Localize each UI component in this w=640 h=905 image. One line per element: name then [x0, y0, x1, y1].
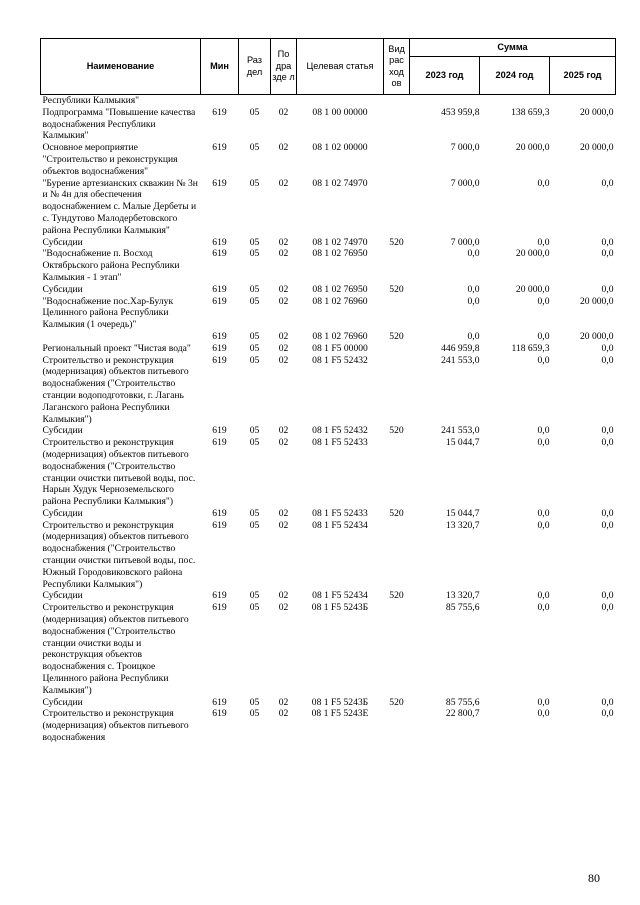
row-name: Строительство и реконструкция (модернизация) объектов питьевого водоснабжения	[42, 708, 189, 744]
row-name: "Водоснабжение пос.Хар-Булук Целинного района Республики Калмыкия (1 очередь)"	[42, 295, 174, 331]
row-sum-2025: 0,0	[601, 708, 614, 720]
row-sum-2024: 0,0	[537, 507, 550, 519]
row-subsection: 02	[278, 425, 289, 437]
row-sum-2023: 241 553,0	[441, 354, 480, 366]
table-row	[41, 331, 616, 343]
row-target-article: 08 1 02 76950	[312, 283, 368, 295]
row-name	[41, 331, 201, 343]
row-sum-2023: 22 800,7	[445, 708, 480, 720]
row-name: Региональный проект "Чистая вода"	[42, 342, 191, 354]
table-row	[41, 697, 616, 709]
row-sum-2024: 20 000,0	[515, 248, 550, 260]
row-target-article: 08 1 02 76950	[312, 248, 368, 260]
row-sum-2024: 118 659,3	[511, 342, 550, 354]
row-expense-type	[384, 107, 410, 142]
row-sum-2023: 0,0	[467, 283, 480, 295]
row-sum-2024: 0,0	[537, 295, 550, 307]
row-sum-2023: 85 755,6	[445, 602, 480, 614]
row-expense-type: 520	[389, 590, 404, 602]
row-target-article: 08 1 02 74970	[312, 236, 368, 248]
table-row	[41, 520, 616, 591]
row-section: 05	[249, 283, 260, 295]
header-target: Целевая статья	[297, 39, 384, 95]
row-subsection: 02	[278, 106, 289, 118]
row-sum-2024: 0,0	[537, 425, 550, 437]
row-sum-2025: 20 000,0	[579, 142, 614, 154]
row-target-article: 08 1 F5 52433	[312, 437, 368, 449]
row-sum-2025: 20 000,0	[579, 295, 614, 307]
row-sum-2024: 0,0	[537, 519, 550, 531]
row-sum-2024: 0,0	[537, 437, 550, 449]
row-sum-2023: 15 044,7	[445, 507, 480, 519]
row-target-article: 08 1 F5 00000	[312, 342, 368, 354]
row-ministry: 619	[212, 425, 227, 437]
row-sum-2025: 0,0	[601, 342, 614, 354]
row-subsection: 02	[278, 590, 289, 602]
row-section: 05	[249, 354, 260, 366]
row-expense-type	[384, 708, 410, 743]
row-ministry: 619	[212, 295, 227, 307]
row-sum-2025: 0,0	[601, 283, 614, 295]
row-sum-2023: 446 959,8	[441, 342, 480, 354]
row-ministry: 619	[212, 106, 227, 118]
row-expense-type: 520	[389, 696, 404, 708]
row-name: Субсидии	[42, 590, 83, 602]
row-subsection: 02	[278, 177, 289, 189]
table-row	[41, 425, 616, 437]
table-row	[41, 508, 616, 520]
row-subsection: 02	[278, 519, 289, 531]
row-sum-2024: 0,0	[537, 354, 550, 366]
row-target-article: 08 1 F5 52432	[312, 425, 368, 437]
row-expense-type: 520	[389, 283, 404, 295]
header-2024: 2024 год	[480, 57, 550, 95]
table-row	[41, 142, 616, 177]
table-row	[41, 708, 616, 743]
row-sum-2025: 0,0	[601, 437, 614, 449]
row-sum-2023	[410, 95, 480, 107]
table-row	[41, 95, 616, 107]
row-sum-2024: 0,0	[537, 708, 550, 720]
row-ministry: 619	[212, 507, 227, 519]
row-ministry: 619	[212, 236, 227, 248]
budget-table	[40, 38, 616, 744]
row-sum-2024: 20 000,0	[515, 142, 550, 154]
row-ministry	[201, 95, 239, 107]
row-section: 05	[249, 507, 260, 519]
row-ministry: 619	[212, 342, 227, 354]
row-name: Строительство и реконструкция (модернизация) объектов питьевого водоснабжения ("Строительство станции очистки воды и реконструкция объектов водоснабжения с. Троицкое Целинного района Республики Калмыкия")	[42, 602, 189, 696]
row-expense-type	[384, 296, 410, 331]
table-row	[41, 237, 616, 249]
row-section: 05	[249, 590, 260, 602]
page-number: 80	[588, 871, 600, 885]
row-sum-2023: 453 959,8	[441, 106, 480, 118]
row-expense-type	[384, 142, 410, 177]
row-sum-2023: 15 044,7	[445, 437, 480, 449]
row-ministry: 619	[212, 177, 227, 189]
row-section: 05	[249, 142, 260, 154]
header-razdel: Раз дел	[239, 39, 271, 95]
row-sum-2024: 0,0	[537, 602, 550, 614]
row-subsection: 02	[278, 602, 289, 614]
row-sum-2024: 138 659,3	[511, 106, 550, 118]
row-name: "Бурение артезианских скважин № 3н и № 4н для обеспечения водоснабжением с. Малые Дербеты и с. Тундутово Малодербетовского района Республики Калмыкия"	[42, 177, 198, 236]
row-ministry: 619	[212, 602, 227, 614]
row-sum-2025: 0,0	[601, 177, 614, 189]
row-subsection: 02	[278, 342, 289, 354]
row-expense-type	[384, 355, 410, 426]
row-target-article: 08 1 F5 5243Б	[311, 696, 369, 708]
row-sum-2023: 0,0	[467, 295, 480, 307]
row-sum-2025: 20 000,0	[579, 106, 614, 118]
row-sum-2023: 0,0	[467, 248, 480, 260]
row-section: 05	[249, 177, 260, 189]
row-expense-type	[384, 437, 410, 508]
row-subsection: 02	[278, 283, 289, 295]
row-sum-2024: 0,0	[537, 330, 550, 342]
row-subsection: 02	[278, 236, 289, 248]
header-name: Наименование	[41, 39, 201, 95]
row-target-article: 08 1 F5 52434	[312, 519, 368, 531]
row-section: 05	[249, 236, 260, 248]
row-expense-type	[384, 248, 410, 283]
row-target-article: 08 1 02 00000	[312, 142, 368, 154]
row-sum-2024: 20 000,0	[515, 283, 550, 295]
row-sum-2025: 20 000,0	[579, 330, 614, 342]
row-sum-2023: 85 755,6	[445, 696, 480, 708]
row-target-article: 08 1 00 00000	[312, 106, 368, 118]
header-podrazdel: По дра зде л	[271, 39, 297, 95]
row-subsection: 02	[278, 295, 289, 307]
row-ministry: 619	[212, 354, 227, 366]
row-expense-type: 520	[389, 507, 404, 519]
row-target-article: 08 1 F5 5243Б	[311, 602, 369, 614]
row-expense-type: 520	[389, 425, 404, 437]
row-sum-2025: 0,0	[601, 354, 614, 366]
header-2025: 2025 год	[550, 57, 616, 95]
row-name: Строительство и реконструкция (модернизация) объектов питьевого водоснабжения ("Строительство станции водоподготовки, г. Лагань Лаганского района Республики Калмыкия")	[42, 354, 189, 425]
row-section: 05	[249, 602, 260, 614]
row-ministry: 619	[212, 248, 227, 260]
row-section: 05	[249, 519, 260, 531]
header-min: Мин	[201, 39, 239, 95]
row-name: Субсидии	[42, 283, 83, 295]
row-subsection: 02	[278, 354, 289, 366]
row-target-article: 08 1 02 74970	[312, 177, 368, 189]
row-name: Строительство и реконструкция (модернизация) объектов питьевого водоснабжения ("Строительство станции очистки питьевой воды, пос. Южный Городовиковского района Республики Калмыкия")	[42, 519, 196, 590]
row-name: "Водоснабжение п. Восход Октябрьского района Республики Калмыкия - 1 этап"	[42, 248, 180, 283]
row-subsection: 02	[278, 248, 289, 260]
row-target-article	[297, 95, 384, 107]
row-sum-2025: 0,0	[601, 425, 614, 437]
row-sum-2023: 7 000,0	[450, 142, 480, 154]
row-section: 05	[249, 708, 260, 720]
row-expense-type: 520	[389, 236, 404, 248]
header-2023: 2023 год	[410, 57, 480, 95]
row-sum-2024: 0,0	[537, 177, 550, 189]
row-expense-type	[384, 178, 410, 237]
row-subsection	[271, 95, 297, 107]
row-name: Субсидии	[42, 507, 83, 519]
row-sum-2025: 0,0	[601, 590, 614, 602]
row-expense-type	[384, 602, 410, 696]
table-row	[41, 355, 616, 426]
table-row	[41, 248, 616, 283]
row-subsection: 02	[278, 696, 289, 708]
row-target-article: 08 1 F5 52433	[312, 507, 368, 519]
table-row	[41, 178, 616, 237]
row-section: 05	[249, 106, 260, 118]
table-row	[41, 107, 616, 142]
row-name: Субсидии	[42, 236, 83, 248]
row-subsection: 02	[278, 330, 289, 342]
row-ministry: 619	[212, 708, 227, 720]
row-expense-type	[384, 343, 410, 355]
row-subsection: 02	[278, 507, 289, 519]
row-sum-2023: 241 553,0	[441, 425, 480, 437]
row-section: 05	[249, 425, 260, 437]
row-target-article: 08 1 F5 52432	[312, 354, 368, 366]
row-ministry: 619	[212, 519, 227, 531]
row-sum-2024: 0,0	[537, 590, 550, 602]
row-sum-2024	[480, 95, 550, 107]
row-ministry: 619	[212, 437, 227, 449]
table-header	[41, 39, 616, 95]
row-section: 05	[249, 330, 260, 342]
row-expense-type	[384, 95, 410, 107]
row-subsection: 02	[278, 437, 289, 449]
table-body	[41, 95, 616, 744]
row-expense-type: 520	[389, 330, 404, 342]
row-name: Республики Калмыкия"	[42, 95, 140, 106]
header-sum: Сумма	[410, 39, 616, 57]
row-sum-2025: 0,0	[601, 519, 614, 531]
row-name: Основное мероприятие "Строительство и реконструкция объектов водоснабжения"	[42, 142, 178, 177]
table-row	[41, 284, 616, 296]
row-target-article: 08 1 F5 52434	[312, 590, 368, 602]
row-name: Субсидии	[42, 696, 83, 708]
row-section: 05	[249, 342, 260, 354]
row-subsection: 02	[278, 142, 289, 154]
row-expense-type	[384, 520, 410, 591]
row-section: 05	[249, 295, 260, 307]
row-ministry: 619	[212, 142, 227, 154]
row-sum-2023: 7 000,0	[450, 177, 480, 189]
row-ministry: 619	[212, 590, 227, 602]
row-ministry: 619	[212, 330, 227, 342]
row-sum-2025: 0,0	[601, 248, 614, 260]
row-sum-2023: 0,0	[467, 330, 480, 342]
table-row	[41, 296, 616, 331]
row-sum-2025: 0,0	[601, 236, 614, 248]
header-vid: Вид рас ход ов	[384, 39, 410, 95]
table-row	[41, 437, 616, 508]
budget-document	[40, 38, 615, 744]
row-name: Субсидии	[42, 425, 83, 437]
row-sum-2023: 13 320,7	[445, 590, 480, 602]
row-sum-2024: 0,0	[537, 696, 550, 708]
row-name: Подпрограмма "Повышение качества водоснабжения Республики Калмыкия"	[42, 106, 196, 142]
row-sum-2025: 0,0	[601, 696, 614, 708]
table-row	[41, 343, 616, 355]
table-row	[41, 590, 616, 602]
row-section: 05	[249, 437, 260, 449]
row-target-article: 08 1 F5 5243Е	[311, 708, 369, 720]
row-name: Строительство и реконструкция (модернизация) объектов питьевого водоснабжения ("Строительство станции очистки питьевой воды, пос. Нарын Худук Черноземельского района Республики Калмыкия")	[42, 437, 196, 508]
row-sum-2025: 0,0	[601, 602, 614, 614]
row-ministry: 619	[212, 283, 227, 295]
row-sum-2025	[550, 95, 616, 107]
row-target-article: 08 1 02 76960	[312, 295, 368, 307]
table-row	[41, 602, 616, 696]
row-ministry: 619	[212, 696, 227, 708]
row-section	[239, 95, 271, 107]
row-sum-2023: 13 320,7	[445, 519, 480, 531]
row-section: 05	[249, 248, 260, 260]
row-sum-2025: 0,0	[601, 507, 614, 519]
row-subsection: 02	[278, 708, 289, 720]
row-section: 05	[249, 696, 260, 708]
row-sum-2023: 7 000,0	[450, 236, 480, 248]
row-sum-2024: 0,0	[537, 236, 550, 248]
row-target-article: 08 1 02 76960	[312, 330, 368, 342]
